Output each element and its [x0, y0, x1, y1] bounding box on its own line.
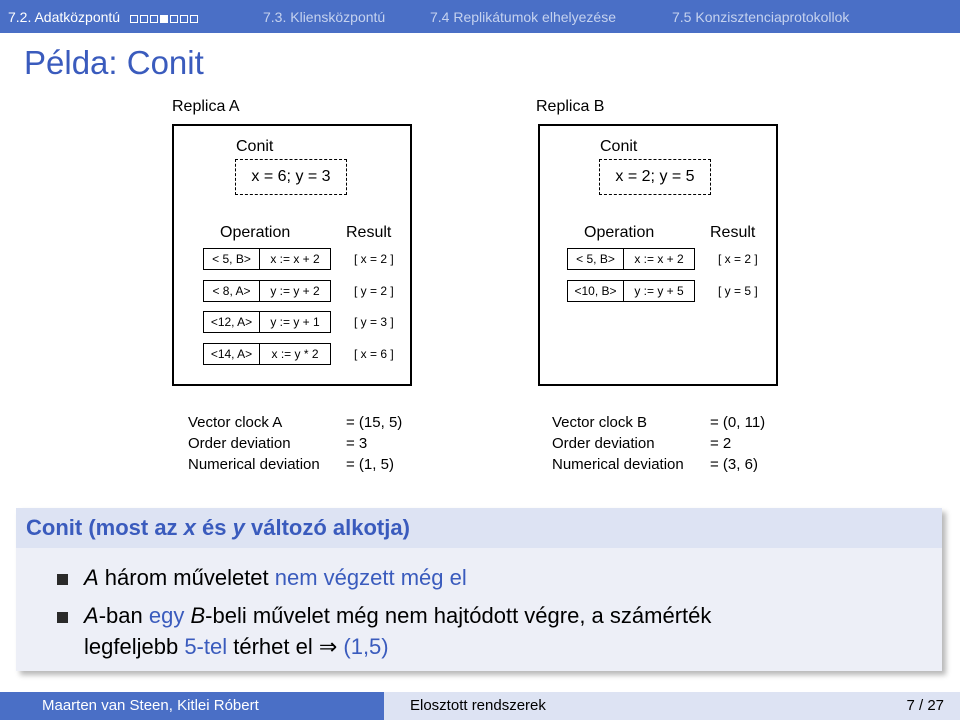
replica-b-vector-clock-label: Vector clock B [552, 414, 648, 431]
section-navigation-bar [0, 0, 960, 33]
block-title-var-x: x [183, 515, 196, 540]
replica-b-operation-cell: y := y + 5 [623, 280, 695, 302]
bullet-highlight: egy [148, 603, 185, 628]
replica-a-numerical-deviation-value: = (1, 5) [346, 456, 394, 473]
slide-dot-current[interactable] [160, 15, 168, 23]
nav-section-7-4[interactable]: 7.4 Replikátumok elhelyezése [430, 9, 616, 25]
replica-a-result-header: Result [346, 224, 392, 241]
replica-a-vector-clock-value: = (15, 5) [346, 414, 403, 431]
nav-section-7-5[interactable]: 7.5 Konzisztenciaprotokollok [672, 9, 850, 25]
block-title-text: Conit (most az [26, 515, 184, 540]
replica-a-order-deviation-value: = 3 [346, 435, 368, 452]
block-title-text: és [195, 515, 233, 540]
replica-a-vector-clock-label: Vector clock A [188, 414, 283, 431]
bullet-text: -ban [98, 603, 149, 628]
replica-a-timestamp-cell: < 5, B> [203, 248, 260, 270]
bullet-text: -beli művelet még nem hajtódott végre, a számérték [205, 603, 712, 628]
block-title [16, 508, 942, 548]
replica-b-operation-cell: x := x + 2 [623, 248, 695, 270]
replica-a-conit-box [235, 159, 347, 195]
bullet-text: három műveletet [98, 565, 275, 590]
block-title-text: változó alkotja) [244, 515, 410, 540]
bullet-text: A [84, 603, 99, 628]
replica-b-result-header: Result [710, 224, 756, 241]
replica-b-timestamp-cell: <10, B> [567, 280, 624, 302]
bullet-text: B [190, 603, 206, 628]
replica-a-timestamp-cell: <14, A> [203, 343, 260, 365]
slide-dot[interactable] [130, 15, 138, 23]
footer-authors: Maarten van Steen, Kitlei Róbert [0, 692, 384, 720]
nav-section-label: 7.2. Adatközpontú [8, 9, 121, 25]
bullet-text: legfeljebb [84, 634, 185, 659]
replica-b-label: Replica B [536, 98, 605, 115]
bullet-item-1 [84, 562, 467, 593]
replica-a-numerical-deviation-label: Numerical deviation [188, 456, 320, 473]
slide-dot[interactable] [170, 15, 178, 23]
replica-a-conit-value: x = 6; y = 3 [251, 168, 331, 185]
replica-b-order-deviation-value: = 2 [710, 435, 732, 452]
slide-dot[interactable] [150, 15, 158, 23]
replica-a-result-cell: [ y = 2 ] [354, 284, 394, 298]
replica-a-label: Replica A [172, 98, 240, 115]
replica-a-operation-cell: x := y * 2 [259, 343, 331, 365]
block-title-var-y: y [232, 515, 245, 540]
bullet-text: térhet el [227, 634, 319, 659]
replica-b-conit-box [599, 159, 711, 195]
replica-a-timestamp-cell: < 8, A> [203, 280, 260, 302]
bullet-highlight: nem végzett még el [274, 565, 467, 590]
replica-a-operation-cell: y := y + 2 [259, 280, 331, 302]
replica-b-operation-header: Operation [584, 224, 655, 241]
bullet-square-icon [57, 574, 68, 585]
bullet-item-2 [84, 600, 884, 662]
replica-a-timestamp-cell: <12, A> [203, 311, 260, 333]
slide-dot[interactable] [190, 15, 198, 23]
footer-course-area [384, 692, 960, 720]
implies-arrow-icon: ⇒ [318, 634, 338, 659]
replica-b-vector-clock-value: = (0, 11) [710, 414, 766, 431]
replica-b-conit-label: Conit [600, 138, 638, 155]
footer-bar [0, 692, 960, 720]
replica-a-result-cell: [ x = 2 ] [354, 252, 394, 266]
replica-b-order-deviation-label: Order deviation [552, 435, 655, 452]
bullet-highlight: (1,5) [337, 634, 389, 659]
replica-b-numerical-deviation-value: = (3, 6) [710, 456, 758, 473]
nav-section-7-3[interactable]: 7.3. Kliensközpontú [263, 9, 386, 25]
replica-a-result-cell: [ x = 6 ] [354, 347, 394, 361]
replica-a-order-deviation-label: Order deviation [188, 435, 291, 452]
replica-b-result-cell: [ y = 5 ] [718, 284, 758, 298]
slide-progress-dots [130, 10, 200, 26]
explanation-block [16, 508, 942, 671]
replica-a-operation-cell: y := y + 1 [259, 311, 331, 333]
replica-a-conit-label: Conit [236, 138, 274, 155]
replica-a-result-cell: [ y = 3 ] [354, 315, 394, 329]
replica-b-conit-value: x = 2; y = 5 [615, 168, 695, 185]
replica-a-operation-header: Operation [220, 224, 291, 241]
bullet-highlight: 5-tel [184, 634, 228, 659]
replica-a-operation-cell: x := x + 2 [259, 248, 331, 270]
slide-dot[interactable] [140, 15, 148, 23]
footer-course: Elosztott rendszerek [410, 697, 546, 714]
replica-b-timestamp-cell: < 5, B> [567, 248, 624, 270]
nav-section-7-2[interactable] [8, 9, 200, 26]
replica-b-result-cell: [ x = 2 ] [718, 252, 758, 266]
slide-title: Példa: Conit [24, 44, 204, 81]
bullet-square-icon [57, 612, 68, 623]
footer-page-number: 7 / 27 [906, 697, 944, 714]
bullet-text: A [84, 565, 99, 590]
slide-dot[interactable] [180, 15, 188, 23]
replica-b-numerical-deviation-label: Numerical deviation [552, 456, 684, 473]
